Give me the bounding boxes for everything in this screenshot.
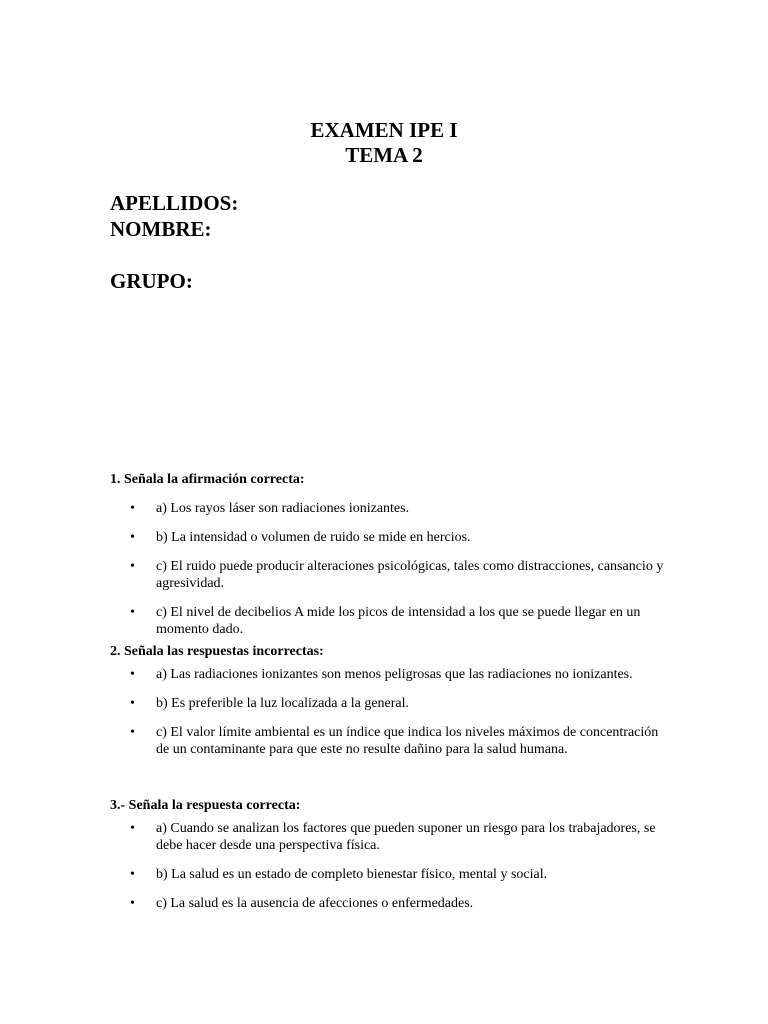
list-item	[130, 895, 670, 912]
bullet-icon: •	[130, 605, 135, 620]
option-text: a) Las radiaciones ionizantes son menos peligrosas que las radiaciones no ionizantes.	[156, 667, 633, 682]
list-item	[130, 820, 670, 854]
bullet-icon: •	[130, 725, 135, 740]
bullet-icon: •	[130, 821, 135, 836]
exam-subtitle: TEMA 2	[345, 143, 423, 167]
question-3-heading: 3.- Señala la respuesta correcta:	[110, 798, 301, 813]
list-item	[130, 604, 670, 638]
option-text: a) Cuando se analizan los factores que pueden suponer un riesgo para los trabajadores, se debe hacer desde una perspectiva física.	[156, 821, 656, 853]
grupo-label: GRUPO:	[110, 269, 193, 293]
list-item	[130, 866, 670, 883]
nombre-label: NOMBRE:	[110, 217, 212, 241]
question-1-options	[130, 500, 670, 638]
bullet-icon: •	[130, 896, 135, 911]
option-text: a) Los rayos láser son radiaciones ionizantes.	[156, 501, 410, 516]
bullet-icon: •	[130, 696, 135, 711]
option-text: b) Es preferible la luz localizada a la general.	[156, 696, 410, 711]
option-text: c) La salud es la ausencia de afecciones o enfermedades.	[156, 896, 474, 911]
question-2-options	[130, 666, 670, 758]
bullet-icon: •	[130, 501, 135, 516]
apellidos-label: APELLIDOS:	[110, 191, 239, 215]
exam-title: EXAMEN IPE I	[310, 118, 458, 142]
list-item	[130, 500, 670, 517]
option-text: b) La salud es un estado de completo bienestar físico, mental y social.	[156, 867, 548, 882]
bullet-icon: •	[130, 667, 135, 682]
option-text: c) El valor límite ambiental es un índice que indica los niveles máximos de concentración de un contaminante para que este no resulte dañino para la salud humana.	[156, 725, 659, 757]
bullet-icon: •	[130, 559, 135, 574]
option-text: c) El nivel de decibelios A mide los picos de intensidad a los que se puede llegar en un momento dado.	[156, 605, 641, 637]
question-1-heading: 1. Señala la afirmación correcta:	[110, 472, 305, 487]
list-item	[130, 666, 670, 683]
list-item	[130, 724, 670, 758]
bullet-icon: •	[130, 530, 135, 545]
list-item	[130, 529, 670, 546]
bullet-icon: •	[130, 867, 135, 882]
list-item	[130, 558, 670, 592]
question-2-heading: 2. Señala las respuestas incorrectas:	[110, 644, 324, 659]
question-3-options	[130, 820, 670, 912]
option-text: c) El ruido puede producir alteraciones psicológicas, tales como distracciones, cansancio y agresividad.	[156, 559, 664, 591]
list-item	[130, 695, 670, 712]
option-text: b) La intensidad o volumen de ruido se mide en hercios.	[156, 530, 471, 545]
